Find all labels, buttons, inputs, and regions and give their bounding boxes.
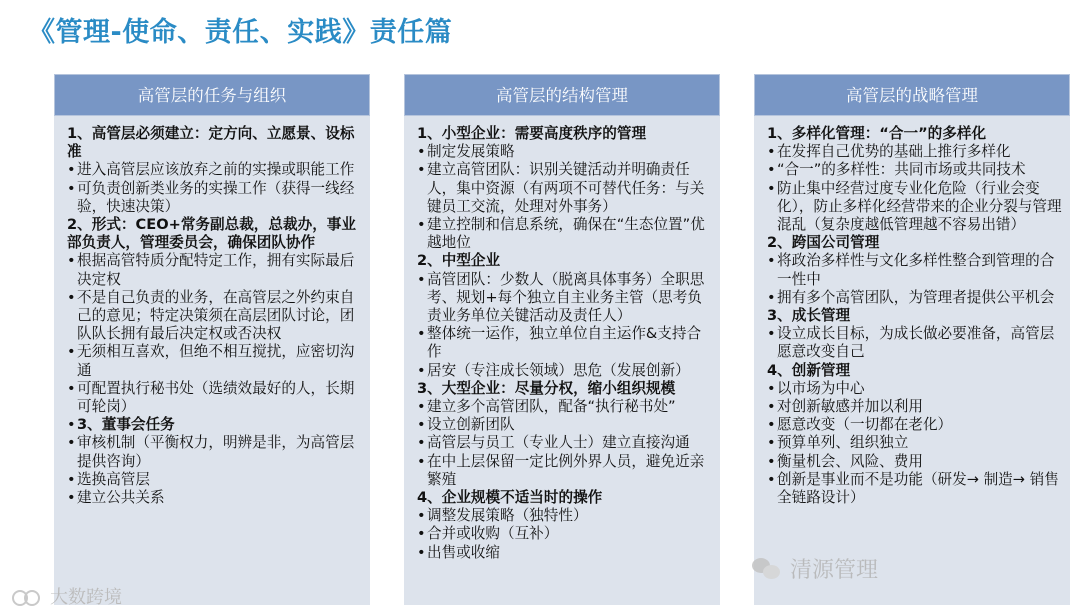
bullet-item: • 制定发展策略 bbox=[417, 143, 712, 161]
bullet-item: • 不是自己负责的业务，在高管层之外约束自己的意见；特定决策须在高层团队讨论，团队队长拥有最后决定权或否决权 bbox=[67, 289, 362, 344]
bullet-item: • 在中上层保留一定比例外界人员，避免近亲繁殖 bbox=[417, 453, 712, 489]
dashu-logo-icon bbox=[12, 586, 46, 606]
page-title: 《管理-使命、责任、实践》责任篇 bbox=[28, 17, 453, 48]
column-tasks-organization bbox=[54, 74, 370, 605]
column-body bbox=[754, 116, 1070, 507]
bullet-item: • 预算单列、组织独立 bbox=[767, 434, 1062, 452]
column-body bbox=[54, 116, 370, 507]
section-heading: 1、小型企业：需要高度秩序的管理 bbox=[417, 125, 647, 142]
bullet-item: • 衡量机会、风险、费用 bbox=[767, 453, 1062, 471]
wechat-icon bbox=[752, 556, 782, 582]
bullet-item: • 整体统一运作，独立单位自主运作&支持合作 bbox=[417, 325, 712, 361]
section-heading: 3、大型企业：尽量分权，缩小组织规模 bbox=[417, 379, 676, 397]
bullet-item: • “合一”的多样性：共同市场或共同技术 bbox=[767, 161, 1062, 179]
column-structure-management bbox=[404, 74, 720, 605]
section-heading: 2、跨国公司管理 bbox=[767, 234, 880, 252]
bullet-item: • 创新是事业而不是功能（研发→ 制造→ 销售全链路设计） bbox=[767, 471, 1062, 507]
section-heading: 4、企业规模不适当时的操作 bbox=[417, 489, 603, 507]
bullet-item: • 设立创新团队 bbox=[417, 416, 712, 434]
section-heading: 2、中型企业 bbox=[417, 252, 501, 270]
bullet-item: • 合并或收购（互补） bbox=[417, 525, 712, 543]
bullet-item: • 无须相互喜欢，但绝不相互搅扰，应密切沟通 bbox=[67, 343, 362, 379]
bullet-item: • 调整发展策略（独特性） bbox=[417, 507, 712, 525]
bullet-item: • 根据高管特质分配特定工作，拥有实际最后决定权 bbox=[67, 252, 362, 288]
bullet-item: • 可负责创新类业务的实操工作（获得一线经验，快速决策） bbox=[67, 180, 362, 216]
bullet-item: • 愿意改变（一切都在老化） bbox=[767, 416, 1062, 434]
section-heading: 2、形式：CEO+常务副总裁，总裁办，事业部负责人，管理委员会，确保团队协作 bbox=[67, 216, 356, 252]
column-header: 高管层的战略管理 bbox=[754, 74, 1070, 116]
column-body bbox=[404, 116, 720, 562]
bullet-item: • 以市场为中心 bbox=[767, 380, 1062, 398]
watermark-right-text: 清源管理 bbox=[790, 558, 879, 583]
bullet-item: • 进入高管层应该放弃之前的实操或职能工作 bbox=[67, 161, 362, 179]
bullet-item: • 防止集中经营过度专业化危险（行业会变化），防止多样化经营带来的企业分裂与管理混乱（复杂度越低管理越不容易出错） bbox=[767, 180, 1062, 235]
bullet-item: • 建立多个高管团队，配备“执行秘书处” bbox=[417, 398, 712, 416]
bullet-item: • 拥有多个高管团队，为管理者提供公平机会 bbox=[767, 289, 1062, 307]
bullet-item: • 在发挥自己优势的基础上推行多样化 bbox=[767, 143, 1062, 161]
section-heading: 1、高管层必须建立：定方向、立愿景、设标准 bbox=[67, 125, 355, 161]
section-heading: 4、创新管理 bbox=[767, 361, 851, 379]
bullet-item: • 对创新敏感并加以利用 bbox=[767, 398, 1062, 416]
bullet-item: • 建立高管团队：识别关键活动并明确责任人，集中资源（有两项不可替代任务：与关键员工交流，处理对外事务） bbox=[417, 161, 712, 216]
section-heading: • 3、董事会任务 bbox=[67, 416, 362, 434]
bullet-item: • 设立成长目标，为成长做必要准备，高管层愿意改变自己 bbox=[767, 325, 1062, 361]
watermark-left bbox=[12, 583, 122, 609]
bullet-item: • 审核机制（平衡权力，明辨是非，为高管层提供咨询） bbox=[67, 434, 362, 470]
watermark-left-text: 大数跨境 bbox=[50, 587, 122, 608]
column-strategy-management bbox=[754, 74, 1070, 605]
watermark-right bbox=[752, 553, 878, 584]
section-heading: 3、成长管理 bbox=[767, 307, 851, 325]
bullet-item: • 建立公共关系 bbox=[67, 489, 362, 507]
bullet-item: • 可配置执行秘书处（选绩效最好的人，长期可轮岗） bbox=[67, 380, 362, 416]
bullet-item: • 出售或收缩 bbox=[417, 544, 712, 562]
column-header: 高管层的任务与组织 bbox=[54, 74, 370, 116]
section-heading: 1、多样化管理：“合一”的多样化 bbox=[767, 125, 987, 142]
bullet-item: • 建立控制和信息系统，确保在“生态位置”优越地位 bbox=[417, 216, 712, 252]
bullet-item: • 高管团队：少数人（脱离具体事务）全职思考、规划+每个独立自主业务主管（思考负责业务单位关键活动及责任人） bbox=[417, 271, 712, 326]
bullet-item: • 高管层与员工（专业人士）建立直接沟通 bbox=[417, 434, 712, 452]
bullet-item: • 选换高管层 bbox=[67, 471, 362, 489]
bullet-item: • 居安（专注成长领域）思危（发展创新） bbox=[417, 362, 712, 380]
bullet-item: • 将政治多样性与文化多样性整合到管理的合一性中 bbox=[767, 252, 1062, 288]
column-header: 高管层的结构管理 bbox=[404, 74, 720, 116]
